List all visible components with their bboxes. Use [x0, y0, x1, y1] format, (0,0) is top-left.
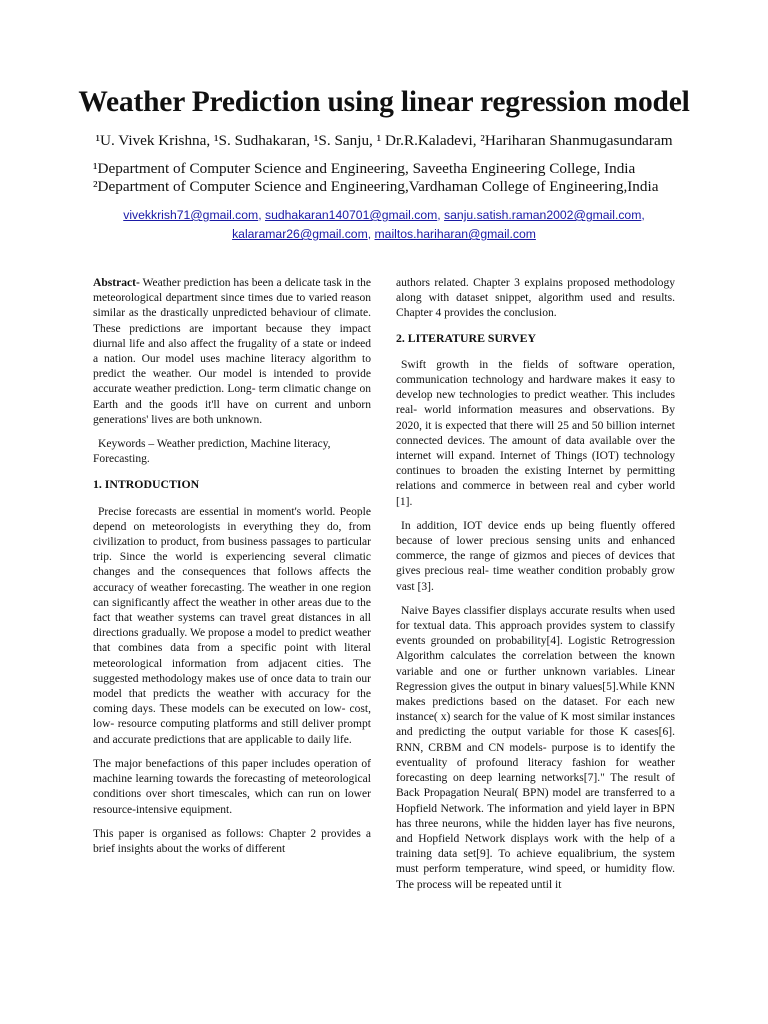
- affiliation-2: ²Department of Computer Science and Engineering,Vardhaman College of Engineering,India: [93, 178, 659, 195]
- email-link[interactable]: mailtos.hariharan@gmail.com: [374, 227, 536, 241]
- email-link[interactable]: vivekkrish71@gmail.com: [123, 208, 259, 222]
- intro-paragraph-1: Precise forecasts are essential in moment's world. People depend on meteorologists in everything they do, from civilization to product, from business passages to particular trip. Since the world is experiencing several climatic changes and the consequences that follows affects the accuracy of weather forecasting. The weather in one region can significantly affect the weather in other areas due to the fact that weather systems can travel great distances in all directions gradually. We propose a model to predict weather that combines data from a specific point with literal meteorological information from adjacent cities. The suggested methodology makes use of once data to train our model that predicts the weather with accuracy for the coming days. These models can be executed on low- cost, low- resource computing platforms and still deliver prompt and accurate predictions that are applicable to daily life.: [93, 505, 371, 746]
- section-heading-introduction: 1. INTRODUCTION: [93, 477, 200, 492]
- email-link[interactable]: sudhakaran140701@gmail.com: [264, 208, 438, 222]
- abstract: [93, 276, 371, 428]
- paper-title: Weather Prediction using linear regression model: [78, 86, 690, 118]
- email-link[interactable]: kalaramar26@gmail.com: [232, 227, 368, 241]
- affiliation-1: ¹Department of Computer Science and Engineering, Saveetha Engineering College, India: [93, 160, 636, 177]
- keywords: Keywords – Weather prediction, Machine literacy, Forecasting.: [93, 438, 331, 466]
- literature-paragraph-3: Naive Bayes classifier displays accurate results when used for textual data. This approach provides system to classify events grounded on probability[4]. Logistic Retrogression Algorithm calculates the correlation between the known variable and one or further unknown variables. Linear Regression gives the output in binary values[5].While KNN makes predictions based on the dataset. For each new instance( x) search for the value of K most similar instances and predicting the output variable for those K cases[6]. RNN, CRBM and CN models- purpose is to identify the eventuality of profound literacy fashion for weather forecasting on deep learning networks[7]." The result of Back Propagation Neural( BPN) model are transferred to a Hopfield Network. The information and yield layer in BPN has three neurons, while the hidden layer has five neurons, and Hopfield Network displays work with the help of a training data set[9]. To achieve equalibrium, the system must perform temperature, wind speed, or humidity flow. The process will be repeated until it: [396, 604, 675, 891]
- literature-paragraph-2: In addition, IOT device ends up being fluently offered because of lower precious sensing units and enhanced commerce, the range of gizmos and pieces of devices that gives precious real- time weather condition probably grow vast [3].: [396, 519, 675, 593]
- abstract-label: Abstract-: [93, 277, 140, 289]
- section-heading-literature-survey: 2. LITERATURE SURVEY: [396, 330, 536, 345]
- author-list: ¹U. Vivek Krishna, ¹S. Sudhakaran, ¹S. Sanju, ¹ Dr.R.Kaladevi, ²Hariharan Shanmugasundaram: [95, 132, 673, 149]
- email-line-2: kalaramar26@gmail.com, mailtos.hariharan@gmail.com: [232, 227, 536, 241]
- right-column: [396, 276, 675, 902]
- abstract-text: Weather prediction has been a delicate task in the meteorological department since times due to varied reason similar as the drastically unpredicted behaviour of climate. These predictions are important because they impact diurnal life and also affect the frugality of a state or indeed a nation. Our model uses machine literacy algorithm to predict the weather. Our model is intended to provide accurate weather prediction. Long- term climatic change on Earth and the goods it'll have on current and unborn generations' lives are both unknown.: [93, 277, 371, 426]
- email-link[interactable]: sanju.satish.raman2002@gmail.com: [444, 208, 642, 222]
- email-line-1: vivekkrish71@gmail.com, sudhakaran140701@gmail.com, sanju.satish.raman2002@gmail.com,: [123, 208, 645, 222]
- left-column: [93, 276, 371, 866]
- continued-paragraph: authors related. Chapter 3 explains proposed methodology along with dataset snippet, algorithm used and results. Chapter 4 provides the conclusion.: [396, 277, 675, 320]
- intro-paragraph-2: The major benefactions of this paper includes operation of machine learning towards the forecasting of meteorological conditions over short timescales, which can run on lower resource-intensive equipment.: [93, 757, 371, 816]
- literature-paragraph-1: Swift growth in the fields of software operation, communication technology and hardware makes it easy to develop new technologies to predict weather. This includes real- world information measures and observations. By 2020, it is expected that there will 25 and 50 billion internet connected devices. The amount of data available over the internet will expand. Internet of Things (IOT) technology continues to broaden the existing Internet by permitting relations and commerce in between real and cyber world [1].: [396, 358, 675, 508]
- intro-paragraph-3: This paper is organised as follows: Chapter 2 provides a brief insights about the works of different: [93, 827, 371, 855]
